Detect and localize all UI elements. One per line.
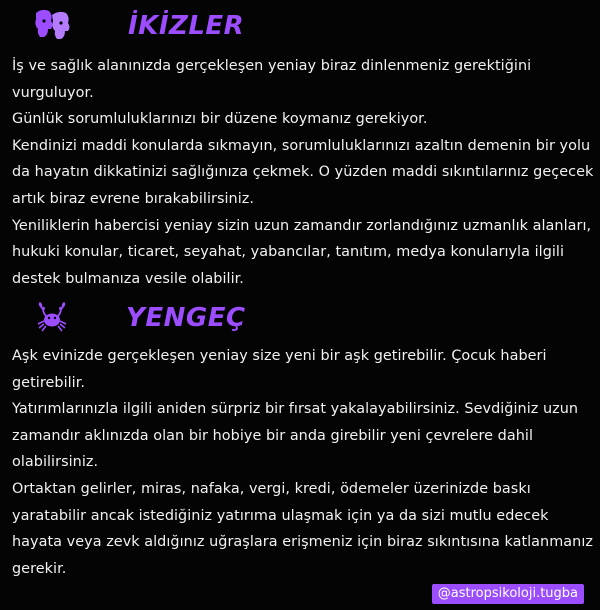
gemini-body: [12, 53, 596, 292]
gemini-paragraph: Kendinizi maddi konularda sıkmayın, sorumluluklarınızı azaltın demenin bir yolu da hayatın dikkatinizi sağlığınıza çekmek. O yüzden maddi sıkıntılarınız geçecek artık biraz evrene bırakabilirsiniz.: [12, 137, 594, 207]
cancer-body: [12, 343, 596, 582]
gemini-twins-icon: [30, 6, 74, 46]
cancer-crab-icon: [30, 298, 74, 338]
cancer-paragraph: Yatırımlarınızla ilgili aniden sürpriz bir fırsat yakalayabilirsiniz. Sevdiğiniz uzun zamandır aklınızda olan bir hobiye bir anda girebilir yeni çevrelere dahil olabilirsiniz.: [12, 401, 579, 471]
gemini-title: İKİZLER: [128, 11, 245, 41]
gemini-paragraph: Günlük sorumluluklarınızı bir düzene koymanız gerekiyor.: [12, 111, 428, 128]
cancer-paragraph: Ortaktan gelirler, miras, nafaka, vergi, kredi, ödemeler üzerinizde baskı yaratabilir ancak istediğiniz yatırıma ulaşmak için ya da sizi mutlu edecek hayata veya zevk aldığınız uğraşlara erişmeniz için biraz sıkıntısına katlanmanız gerekir.: [12, 480, 593, 577]
account-watermark: @astropsikoloji.tugba: [432, 584, 584, 604]
gemini-paragraph: Yeniliklerin habercisi yeniay sizin uzun zamandır zorlandığınız uzmanlık alanları, hukuki konular, ticaret, seyahat, yabancılar, tanıtım, medya konularıyla ilgili destek bulmanıza vesile olabilir.: [12, 217, 592, 287]
gemini-header: [30, 6, 244, 46]
cancer-title: YENGEÇ: [126, 303, 246, 333]
cancer-paragraph: Aşk evinizde gerçekleşen yeniay size yeni bir aşk getirebilir. Çocuk haberi getirebilir.: [12, 348, 547, 391]
gemini-paragraph: İş ve sağlık alanınızda gerçekleşen yeniay biraz dinlenmeniz gerektiğini vurguluyor.: [12, 58, 532, 101]
cancer-header: [30, 298, 246, 338]
